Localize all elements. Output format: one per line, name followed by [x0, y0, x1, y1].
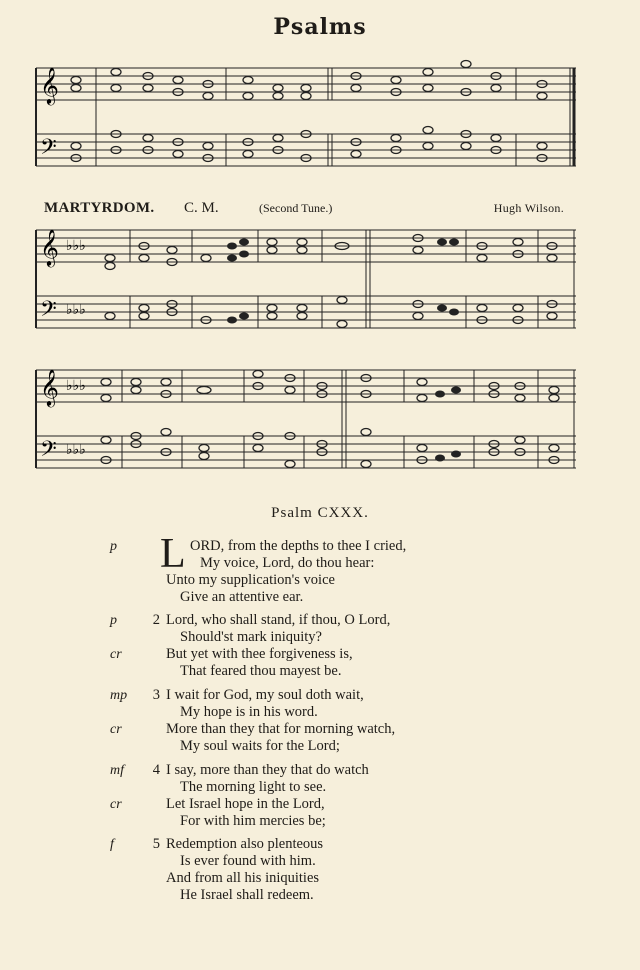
tune-name: MARTYRDOM. [44, 200, 155, 216]
verse-line: My voice, Lord, do thou hear: [200, 555, 375, 571]
verse-dynamic: f [110, 837, 114, 852]
svg-text:♭♭♭: ♭♭♭ [66, 303, 86, 318]
svg-text:𝄞: 𝄞 [40, 66, 59, 104]
verse-line: Is ever found with him. [180, 853, 316, 869]
line-dynamic: cr [110, 722, 122, 737]
page-header-title: Psalms [273, 14, 367, 40]
verse-line: He Israel shall redeem. [180, 887, 314, 903]
tune-meter: C. M. [184, 200, 219, 216]
verse-line: My soul waits for the Lord; [180, 738, 340, 754]
system-3 [36, 368, 576, 468]
verse-line: Should'st mark iniquity? [180, 629, 322, 645]
verse-line: Lord, who shall stand, if thou, O Lord, [166, 612, 391, 628]
verse-line: I wait for God, my soul doth wait, [166, 687, 364, 703]
svg-text:♭♭♭: ♭♭♭ [66, 379, 86, 394]
verse-line: But yet with thee forgiveness is, [166, 646, 353, 662]
verse-number: 4 [152, 762, 160, 778]
verse-number: 3 [152, 687, 160, 703]
verse-line: That feared thou mayest be. [180, 663, 342, 679]
verse-line: More than they that for morning watch, [166, 721, 396, 737]
verse-line: I say, more than they that do watch [166, 762, 369, 778]
system-2 [36, 228, 576, 328]
verse-line: ORD, from the depths to thee I cried, [190, 538, 407, 554]
line-dynamic: cr [110, 797, 122, 812]
verse-line: Let Israel hope in the Lord, [166, 796, 325, 812]
verse-line: Give an attentive ear. [180, 589, 304, 605]
verse-line: Unto my supplication's voice [166, 572, 335, 588]
verse-5 [110, 836, 530, 906]
svg-text:𝄞: 𝄞 [40, 368, 59, 406]
svg-text:𝄢: 𝄢 [40, 135, 57, 165]
drop-cap: L [160, 531, 186, 577]
verse-3 [110, 687, 530, 757]
verse-line: My hope is in his word. [180, 704, 318, 720]
verse-line: The morning light to see. [180, 779, 327, 795]
svg-text:𝄢: 𝄢 [40, 297, 57, 327]
verse-dynamic: p [110, 539, 117, 554]
svg-text:♭♭♭: ♭♭♭ [66, 443, 86, 458]
svg-text:♭♭♭: ♭♭♭ [66, 239, 86, 254]
verse-dynamic: p [110, 613, 117, 628]
verse-line: For with him mercies be; [180, 813, 326, 829]
psalm-heading: Psalm CXXX. [271, 505, 369, 521]
verse-number: 2 [152, 612, 160, 628]
system-1 [36, 61, 576, 167]
line-dynamic: cr [110, 647, 122, 662]
verse-line: And from all his iniquities [166, 870, 320, 886]
svg-text:𝄢: 𝄢 [40, 437, 57, 467]
verse-4 [110, 762, 530, 832]
verse-dynamic: mp [110, 688, 128, 703]
verse-2 [110, 612, 530, 682]
verse-1 [110, 531, 530, 608]
tune-composer: Hugh Wilson. [493, 201, 564, 215]
verse-line: Redemption also plenteous [166, 836, 324, 852]
verse-number: 5 [152, 836, 160, 852]
verse-dynamic: mf [110, 763, 124, 778]
svg-text:𝄞: 𝄞 [40, 228, 59, 266]
tune-variant: (Second Tune.) [259, 201, 333, 215]
